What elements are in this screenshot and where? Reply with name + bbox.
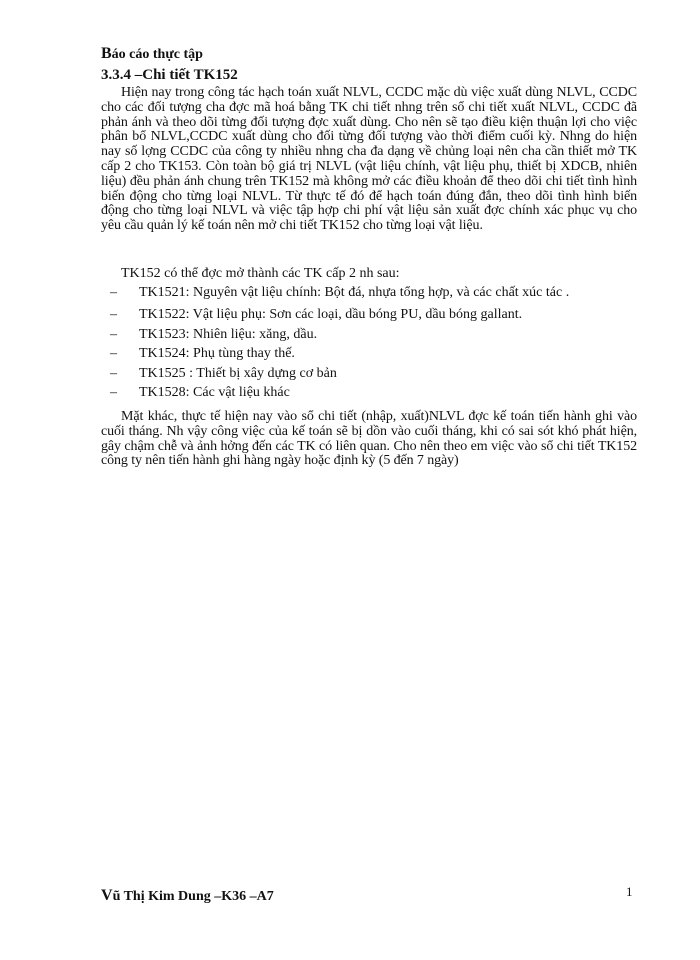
page-header <box>101 46 203 63</box>
dash-bullet: – <box>110 326 117 342</box>
page-number: 1 <box>626 884 633 899</box>
footer-initial: V <box>101 887 113 904</box>
section-title: 3.3.4 –Chi tiết TK152 <box>101 67 238 83</box>
list-intro: TK152 có thể đợc mở thành các TK cấp 2 nh sau: <box>121 266 400 281</box>
list-item-text: TK1525 : Thiết bị xây dựng cơ bản <box>139 365 337 381</box>
list-item <box>110 345 640 362</box>
list-item <box>110 365 640 382</box>
list-item-text: TK1524: Phụ tùng thay thế. <box>139 346 295 362</box>
list-item-text: TK1522: Vật liệu phụ: Sơn các loại, dầu bóng PU, dầu bóng gallant. <box>139 307 523 322</box>
page-footer <box>101 887 274 905</box>
list-item <box>110 284 640 301</box>
dash-bullet: – <box>110 385 117 401</box>
paragraph-conclusion: Mặt khác, thực tế hiện nay vào sổ chi tiết (nhập, xuất)NLVL đợc kế toán tiến hành ghi vào cuối tháng. Nh vậy công việc của kế toán sẽ bị dồn vào cuối tháng, khi có sai sót khó phát hiện, gây chậm chễ và ảnh hởng đến các TK có liên quan. Cho nên theo em việc vào sổ chi tiết TK152 công ty nên tiến hành ghi hàng ngày hoặc định kỳ (5 đến 7 ngày) <box>101 409 637 469</box>
dash-bullet: – <box>110 365 117 381</box>
list-item <box>110 326 640 343</box>
dash-bullet: – <box>110 307 117 322</box>
account-list <box>110 284 640 404</box>
footer-text: ũ Thị Kim Dung –K36 –A7 <box>112 889 274 904</box>
paragraph-intro: Hiện nay trong công tác hạch toán xuất NLVL, CCDC mặc dù việc xuất dùng NLVL, CCDC cho các đối tượng cha đợc mã hoá bằng TK chi tiết nhng trên sổ chi tiết xuất NLVL, CCDC đã phản ánh và theo dõi từng đối tượng đợc xuất dùng. Cho nên sẽ tạo điều kiện thuận lợi cho việc phân bổ NLVL,CCDC xuất dùng cho đối từng đối tượng vào thời điểm cuối kỳ. Nhng do hiện nay số lợng CCDC của công ty nhiều nhng cha đa dạng về chủng loại nên cha cần thiết mở TK cấp 2 cho TK153. Còn toàn bộ giá trị NLVL (vật liệu chính, vật liệu phụ, thiết bị XDCB, nhiên liệu) đều phản ánh chung trên TK152 mà không mở các điều khoản để theo dõi chi tiết tình hình biến động cho từng loại NLVL. Từ thực tế đó để hạch toán đúng đắn, theo dõi tình hình biến động cho từng loại NLVL và việc tập hợp chi phí vật liệu sản xuất đợc chính xác phục vụ cho yêu cầu quản lý kế toán nên mở chi tiết TK152 cho từng loại vật liệu. <box>101 85 637 234</box>
list-item-text: TK1528: Các vật liệu khác <box>139 385 290 401</box>
list-item <box>110 306 640 323</box>
header-initial: B <box>101 45 112 62</box>
list-item-text: TK1523: Nhiên liệu: xăng, dầu. <box>139 326 318 342</box>
header-text: áo cáo thực tập <box>111 47 203 62</box>
dash-bullet: – <box>110 346 117 362</box>
list-item <box>110 384 640 401</box>
dash-bullet: – <box>110 285 117 300</box>
list-item-text: TK1521: Nguyên vật liệu chính: Bột đá, nhựa tổng hợp, và các chất xúc tác . <box>139 285 570 300</box>
